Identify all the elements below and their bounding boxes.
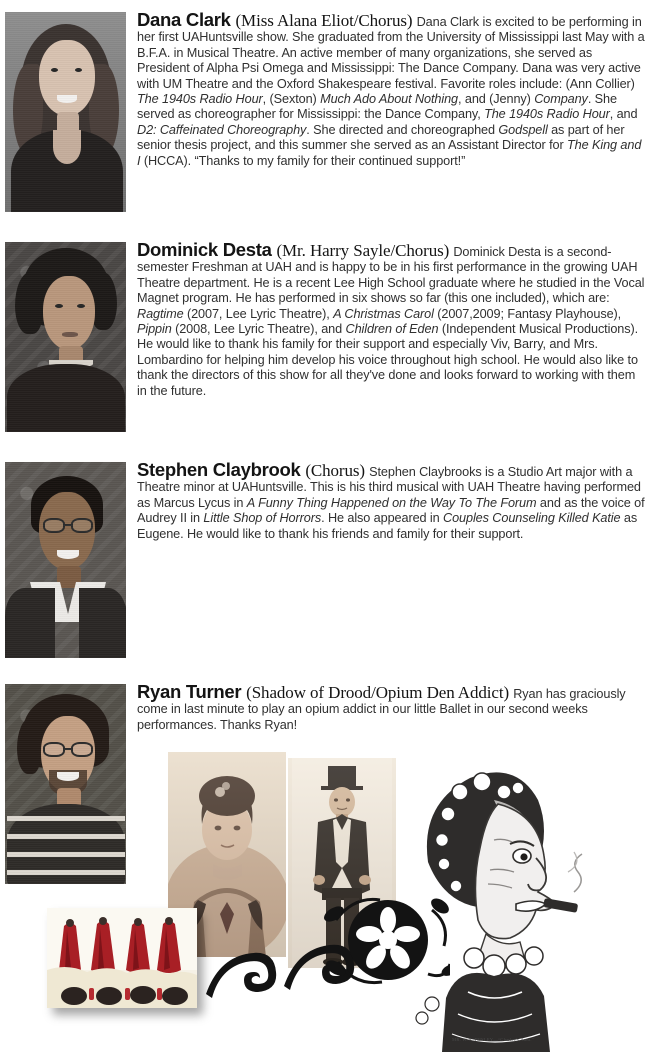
bio-title-italic: Godspell [498,122,548,137]
bio-text-run: Ryan has graciously come in last minute to play an opium addict in our little Ballet in our second weeks performances. Thanks Ryan! [137,687,626,732]
bio-text-run: , (Sexton) [262,92,321,107]
bio-text-run: Dana Clark is excited to be performing in her first UAHuntsville show. She graduated from the University of Mississippi last May with a B.F.A. in Musical Theatre. An active member of many organizations, she served as President of Alpha Psi Omega and Mississippi: The Dance Company. Dana was very active with UM Theatre and the Oxford Shakespeare festival. Favorite roles include: (Ann Collier) [137,15,645,91]
red-dress-costume-photo [47,908,197,1008]
bio-name: Dana Clark [137,9,236,30]
headshot-ryan-turner [5,684,126,884]
bio-body-stephen-claybrook [137,459,647,542]
bio-title-italic: The King and I [137,138,642,168]
headshot-stephen-claybrook [5,462,126,658]
bio-role: (Miss Alana Eliot/Chorus) [235,11,417,30]
bio-text-run: as part of her senior thesis project, and this summer she served as an Assistant Director for [137,122,625,153]
headshot-dominick-desta [5,242,126,432]
bio-text-run: Stephen Claybrooks is a Studio Art major with a Theatre minor at UAHuntsville. This is his third musical with UAH Theatre having performed as Marcus Lycus in [137,465,641,510]
bio-text-run: , and (Jenny) [458,92,535,107]
bio-text-run: . He also appeared in [321,511,444,526]
bio-text-run: as Eugene. He would like to thank his friends and family for their support. [137,511,638,541]
bio-title-italic: A Funny Thing Happened on the Way To The Forum [246,495,537,510]
bio-name: Stephen Claybrook [137,459,306,480]
headshot-dana-clark [5,12,126,212]
bio-role: (Shadow of Drood/Opium Den Addict) [246,683,514,702]
bio-text-run: (HCCA). “Thanks to my family for their continued support!” [140,153,466,168]
bio-text-run: (Independent Musical Productions). He would like to thank his family for their support and especially Viv, Barry, and Mrs. Lombardino for helping him develop his voice throughout high school. He would also like to thank the directors of this show for all they've done and looks forward to working with them in the future. [137,322,639,398]
bio-title-italic: A Christmas Carol [333,306,434,321]
bio-text-run: (2008, Lee Lyric Theatre), and [171,322,346,337]
bio-title-italic: Couples Counseling Killed Katie [443,511,621,526]
bio-text-run: (2007, Lee Lyric Theatre), [183,306,334,321]
bio-name: Dominick Desta [137,239,277,260]
bio-title-italic: Little Shop of Horrors [203,511,322,526]
bio-role: (Mr. Harry Sayle/Chorus) [276,241,454,260]
bio-body-ryan-turner [137,681,647,733]
bio-text-run: , and [609,107,638,122]
bio-title-italic: The 1940s Radio Hour [484,107,610,122]
caricature-caption: MR. W. S. PENLEY—“Charley's Aunt.” [452,1037,534,1042]
bio-title-italic: Company [534,92,588,107]
bio-text-run: (2007,2009; Fantasy Playhouse), [433,306,622,321]
bio-title-italic: Pippin [137,322,172,337]
bio-body-dana-clark [137,9,647,169]
bio-role: (Chorus) [305,461,370,480]
bio-text-run: . She served as choreographer for Mississippi: the Dance Company, [137,92,617,122]
bio-title-italic: Much Ado About Nothing [320,92,459,107]
bio-body-dominick-desta [137,239,647,399]
bio-text-run: . She directed and choreographed [306,122,499,137]
bio-title-italic: Children of Eden [345,322,439,337]
bio-title-italic: Ragtime [137,306,184,321]
bio-name: Ryan Turner [137,681,247,702]
floral-scroll-ornament [200,868,450,1008]
bio-text-run: and as the voice of Audrey II in [137,495,645,526]
bio-text-run: Dominick Desta is a second-semester Freshman at UAH and is happy to be in his first performance in the growing UAH Theatre department. He is a recent Lee High School graduate where he studied in the Vocal Magnet program. He has performed in six shows so far (this one included), which are: [137,245,645,306]
bio-title-italic: The 1940s Radio Hour [137,92,263,107]
bio-title-italic: D2: Caffeinated Choreography [137,122,307,137]
